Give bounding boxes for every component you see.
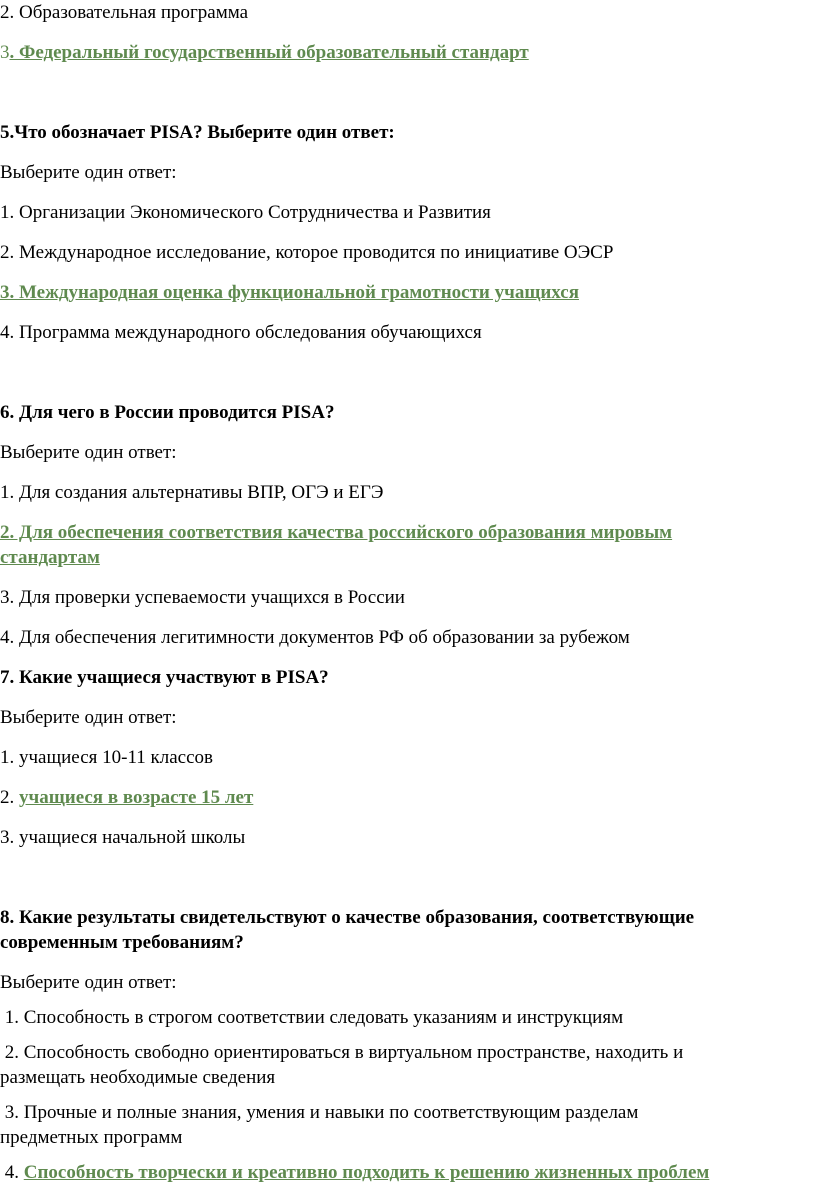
question-6-title: 6. Для чего в России проводится PISA? xyxy=(0,402,335,423)
question-8-title-line-2: современным требованиям? xyxy=(0,932,244,953)
question-6-prompt: Выберите один ответ: xyxy=(0,442,177,463)
question-7-title: 7. Какие учащиеся участвуют в PISA? xyxy=(0,667,329,688)
question-6-correct-answer-line-1: 2. Для обеспечения соответствия качества российского образования мировым xyxy=(0,522,673,543)
question-8-prompt: Выберите один ответ: xyxy=(0,972,177,993)
question-5-option-1: 1. Организации Экономического Сотрудничества и Развития xyxy=(0,202,491,223)
question-7-prompt: Выберите один ответ: xyxy=(0,707,177,728)
question-8-option-4 xyxy=(0,1161,709,1185)
question-7-correct-answer: учащиеся в возрасте 15 лет xyxy=(19,787,254,808)
question-8-correct-answer: Способность творчески и креативно подходить к решению жизненных проблем xyxy=(23,1162,710,1183)
question-8-option-3-line-1: 3. Прочные и полные знания, умения и навыки по соответствующим разделам xyxy=(0,1102,639,1123)
question-5-title: 5.Что обозначает PISA? Выберите один ответ: xyxy=(0,122,395,143)
question-5-prompt: Выберите один ответ: xyxy=(0,162,177,183)
question-8-option-3-line-2: предметных программ xyxy=(0,1127,183,1148)
option-number: 4. xyxy=(0,1162,24,1183)
question-7-option-3: 3. учащиеся начальной школы xyxy=(0,827,246,848)
question-8-option-2-line-1: 2. Способность свободно ориентироваться в виртуальном пространстве, находить и xyxy=(0,1042,684,1063)
question-6-option-1: 1. Для создания альтернативы ВПР, ОГЭ и ЕГЭ xyxy=(0,482,384,503)
question-7-option-1: 1. учащиеся 10-11 классов xyxy=(0,747,213,768)
question-5-option-2: 2. Международное исследование, которое проводится по инициативе ОЭСР xyxy=(0,242,614,263)
option-number: 3 xyxy=(0,42,10,63)
question-6-correct-answer-line-2: стандартам xyxy=(0,547,100,568)
question-8-title-line-1: 8. Какие результаты свидетельствуют о качестве образования, соответствующие xyxy=(0,907,695,928)
question-5-option-4: 4. Программа международного обследования обучающихся xyxy=(0,322,482,343)
correct-answer: . Федеральный государственный образовательный стандарт xyxy=(9,42,529,63)
option-number: 2. xyxy=(0,787,19,808)
question-7-option-2 xyxy=(0,786,253,810)
option-educational-program: 2. Образовательная программа xyxy=(0,2,249,23)
option-fgos xyxy=(0,41,529,65)
question-8-option-1: 1. Способность в строгом соответствии следовать указаниям и инструкциям xyxy=(0,1007,624,1028)
question-6-option-3: 3. Для проверки успеваемости учащихся в России xyxy=(0,587,405,608)
question-6-option-4: 4. Для обеспечения легитимности документов РФ об образовании за рубежом xyxy=(0,627,630,648)
question-8-option-2-line-2: размещать необходимые сведения xyxy=(0,1067,276,1088)
question-5-correct-answer: 3. Международная оценка функциональной грамотности учащихся xyxy=(0,282,579,303)
